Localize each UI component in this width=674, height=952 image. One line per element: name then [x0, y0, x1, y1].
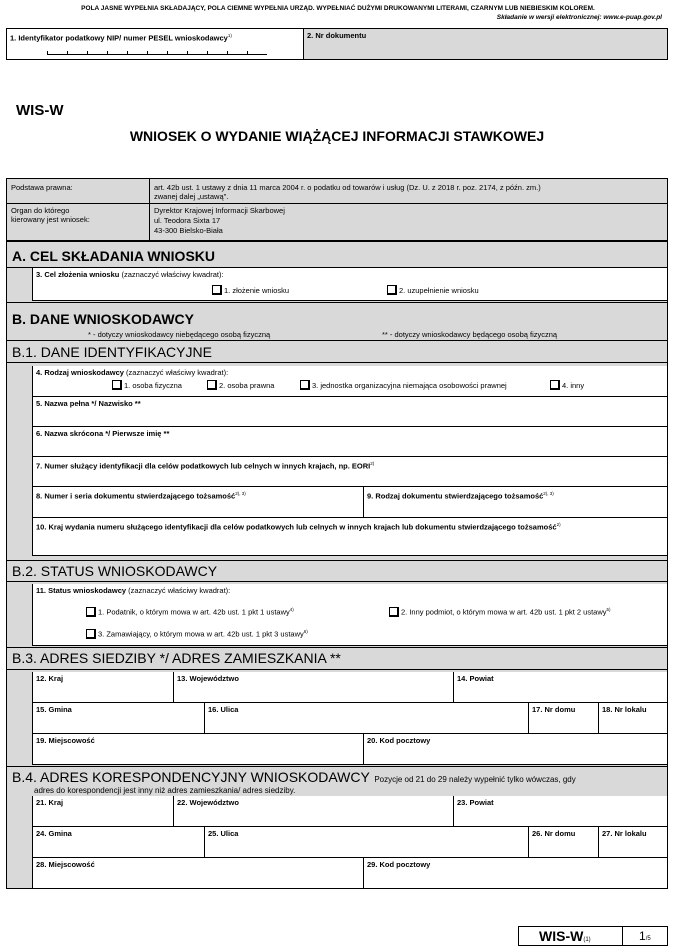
- footer-box: [518, 926, 668, 946]
- apartment-number-label: 18. Nr lokalu: [602, 705, 647, 714]
- checkbox[interactable]: [86, 607, 96, 617]
- option-contracting-party[interactable]: 3. Zamawiający, o którym mowa w art. 42b ust. 1 pkt 3 ustawy$^{6)}$: [86, 627, 308, 640]
- organ-line-1: Dyrektor Krajowej Informacji Skarbowej: [154, 206, 285, 215]
- corr-city-label: 28. Miejscowość: [36, 860, 95, 869]
- eori-label: 7. Numer służący identyfikacji dla celów podatkowych lub celnych w innych krajach, np. EORI$^{2)}$: [36, 461, 375, 471]
- option-taxpayer[interactable]: 1. Podatnik, o którym mowa w art. 42b ust. 1 pkt 1 ustawy$^{4)}$: [86, 605, 294, 618]
- corr-commune-field[interactable]: [32, 827, 204, 858]
- county-field[interactable]: [453, 672, 667, 703]
- corr-apartment-number-field[interactable]: [598, 827, 667, 858]
- commune-field[interactable]: [32, 703, 204, 734]
- checkbox[interactable]: [300, 380, 310, 390]
- corr-house-number-field[interactable]: [528, 827, 598, 858]
- checkbox[interactable]: [86, 629, 96, 639]
- voivodeship-field[interactable]: [173, 672, 453, 703]
- applicant-type-label: 4. Rodzaj wnioskodawcy (zaznaczyć właściwy kwadrat):: [36, 368, 229, 377]
- postal-code-label: 20. Kod pocztowy: [367, 736, 431, 745]
- basis-label: Podstawa prawna:: [11, 183, 73, 192]
- country-label: 12. Kraj: [36, 674, 64, 683]
- corr-house-number-label: 26. Nr domu: [532, 829, 576, 838]
- id-document-number-field[interactable]: [32, 487, 363, 518]
- voivodeship-label: 13. Województwo: [177, 674, 239, 683]
- short-name-label: 6. Nazwa skrócona */ Pierwsze imię **: [36, 429, 170, 438]
- option-natural-person[interactable]: 1. osoba fizyczna: [112, 380, 182, 391]
- section-b4-header: [12, 769, 576, 787]
- street-field[interactable]: [204, 703, 528, 734]
- corr-voivodeship-field[interactable]: [173, 796, 453, 827]
- option-submit[interactable]: 1. złożenie wniosku: [212, 285, 289, 296]
- option-organization[interactable]: 3. jednostka organizacyjna niemająca osobowości prawnej: [300, 380, 507, 391]
- county-label: 14. Powiat: [457, 674, 494, 683]
- organ-line-3: 43-300 Bielsko-Biała: [154, 226, 223, 235]
- organ-label-1: Organ do którego: [11, 206, 70, 215]
- corr-commune-label: 24. Gmina: [36, 829, 72, 838]
- section-b4-note-1: Pozycje od 21 do 29 należy wypełnić tylko wówczas, gdy: [374, 775, 576, 784]
- house-number-field[interactable]: [528, 703, 598, 734]
- corr-county-label: 23. Powiat: [457, 798, 494, 807]
- corr-postal-code-label: 29. Kod pocztowy: [367, 860, 431, 869]
- option-legal-person[interactable]: 2. osoba prawna: [207, 380, 274, 391]
- checkbox[interactable]: [389, 607, 399, 617]
- short-name-field[interactable]: [32, 427, 667, 457]
- corr-country-label: 21. Kraj: [36, 798, 64, 807]
- option-supplement[interactable]: 2. uzupełnienie wniosku: [387, 285, 479, 296]
- commune-label: 15. Gmina: [36, 705, 72, 714]
- street-label: 16. Ulica: [208, 705, 239, 714]
- nip-pesel-field[interactable]: [6, 28, 304, 60]
- document-number-label: 2. Nr dokumentu: [307, 31, 367, 40]
- corr-voivodeship-label: 22. Województwo: [177, 798, 239, 807]
- checkbox[interactable]: [112, 380, 122, 390]
- corr-county-field[interactable]: [453, 796, 667, 827]
- eori-field[interactable]: [32, 457, 667, 487]
- checkbox[interactable]: [550, 380, 560, 390]
- epuap-text: Składanie w wersji elektronicznej: www.e-puap.gov.pl: [496, 14, 662, 21]
- issuing-country-field[interactable]: [32, 518, 667, 556]
- organ-line-2: ul. Teodora Sixta 17: [154, 216, 221, 225]
- instruction-text: POLA JASNE WYPEŁNIA SKŁADAJĄCY, POLA CIEMNE WYPEŁNIA URZĄD. WYPEŁNIAĆ DUŻYMI DRUKOWANYMI LITERAMI, CZARNYM LUB NIEBIESKIM KOLOREM.: [81, 5, 595, 12]
- digit-ticks: [47, 50, 267, 55]
- checkbox[interactable]: [212, 285, 222, 295]
- option-other[interactable]: 4. inny: [550, 380, 584, 391]
- basis-text-1: art. 42b ust. 1 ustawy z dnia 11 marca 2004 r. o podatku od towarów i usług (Dz. U. z 2018 r. poz. 2174, z późn. zm.): [154, 183, 541, 192]
- city-label: 19. Miejscowość: [36, 736, 95, 745]
- corr-apartment-number-label: 27. Nr lokalu: [602, 829, 647, 838]
- note-legal-entity: * - dotyczy wnioskodawcy niebędącego osobą fizyczną: [88, 330, 271, 339]
- postal-code-field[interactable]: [363, 734, 667, 765]
- apartment-number-field[interactable]: [598, 703, 667, 734]
- id-document-type-label: 9. Rodzaj dokumentu stwierdzającego tożsamość$^{2), 3)}$: [367, 491, 554, 501]
- issuing-country-label: 10. Kraj wydania numeru służącego identyfikacji dla celów podatkowych lub celnych w innych krajach lub dokumentu stwierdzającego tożsamość$^{2)}$: [36, 522, 561, 532]
- footer-page-number: 1/5: [639, 929, 651, 943]
- nip-pesel-label: 1. Identyfikator podatkowy NIP/ numer PESEL wnioskodawcy$^{1)}$: [10, 33, 232, 43]
- purpose-label: 3. Cel złożenia wniosku (zaznaczyć właściwy kwadrat):: [36, 270, 224, 279]
- id-document-type-field[interactable]: [363, 487, 667, 518]
- form-code: WIS-W: [16, 102, 64, 119]
- corr-street-field[interactable]: [204, 827, 528, 858]
- country-field[interactable]: [32, 672, 173, 703]
- corr-country-field[interactable]: [32, 796, 173, 827]
- document-number-field: [303, 28, 668, 60]
- footer-form-code: WIS-W(1): [539, 928, 591, 944]
- corr-postal-code-field[interactable]: [363, 858, 667, 889]
- section-a-title: A. CEL SKŁADANIA WNIOSKU: [12, 248, 215, 264]
- house-number-label: 17. Nr domu: [532, 705, 576, 714]
- basis-text-2: zwanej dalej „ustawą".: [154, 192, 229, 201]
- section-b4-note-2: adres do korespondencji jest inny niż adres zamieszkania/ adres siedziby.: [34, 786, 296, 795]
- id-document-number-label: 8. Numer i seria dokumentu stwierdzającego tożsamość$^{2), 3)}$: [36, 491, 246, 501]
- corr-street-label: 25. Ulica: [208, 829, 239, 838]
- section-b1-title: B.1. DANE IDENTYFIKACYJNE: [12, 344, 212, 360]
- checkbox[interactable]: [387, 285, 397, 295]
- corr-city-field[interactable]: [32, 858, 363, 889]
- section-b-title: B. DANE WNIOSKODAWCY: [12, 311, 194, 327]
- purpose-field: [32, 268, 667, 301]
- full-name-label: 5. Nazwa pełna */ Nazwisko **: [36, 399, 141, 408]
- organ-label-2: kierowany jest wniosek:: [11, 215, 90, 224]
- city-field[interactable]: [32, 734, 363, 765]
- section-b3-title: B.3. ADRES SIEDZIBY */ ADRES ZAMIESZKANIA **: [12, 650, 341, 666]
- option-other-entity[interactable]: 2. Inny podmiot, o którym mowa w art. 42b ust. 1 pkt 2 ustawy$^{5)}$: [389, 605, 611, 618]
- note-natural-person: ** - dotyczy wnioskodawcy będącego osobą fizyczną: [382, 330, 558, 339]
- checkbox[interactable]: [207, 380, 217, 390]
- applicant-status-label: 11. Status wnioskodawcy (zaznaczyć właściwy kwadrat):: [36, 586, 231, 595]
- full-name-field[interactable]: [32, 397, 667, 427]
- section-b4-title: B.4. ADRES KORESPONDENCYJNY WNIOSKODAWCY: [12, 769, 370, 785]
- form-title: WNIOSEK O WYDANIE WIĄŻĄCEJ INFORMACJI STAWKOWEJ: [129, 128, 545, 144]
- section-b2-title: B.2. STATUS WNIOSKODAWCY: [12, 563, 218, 579]
- legal-basis-block: [6, 178, 668, 241]
